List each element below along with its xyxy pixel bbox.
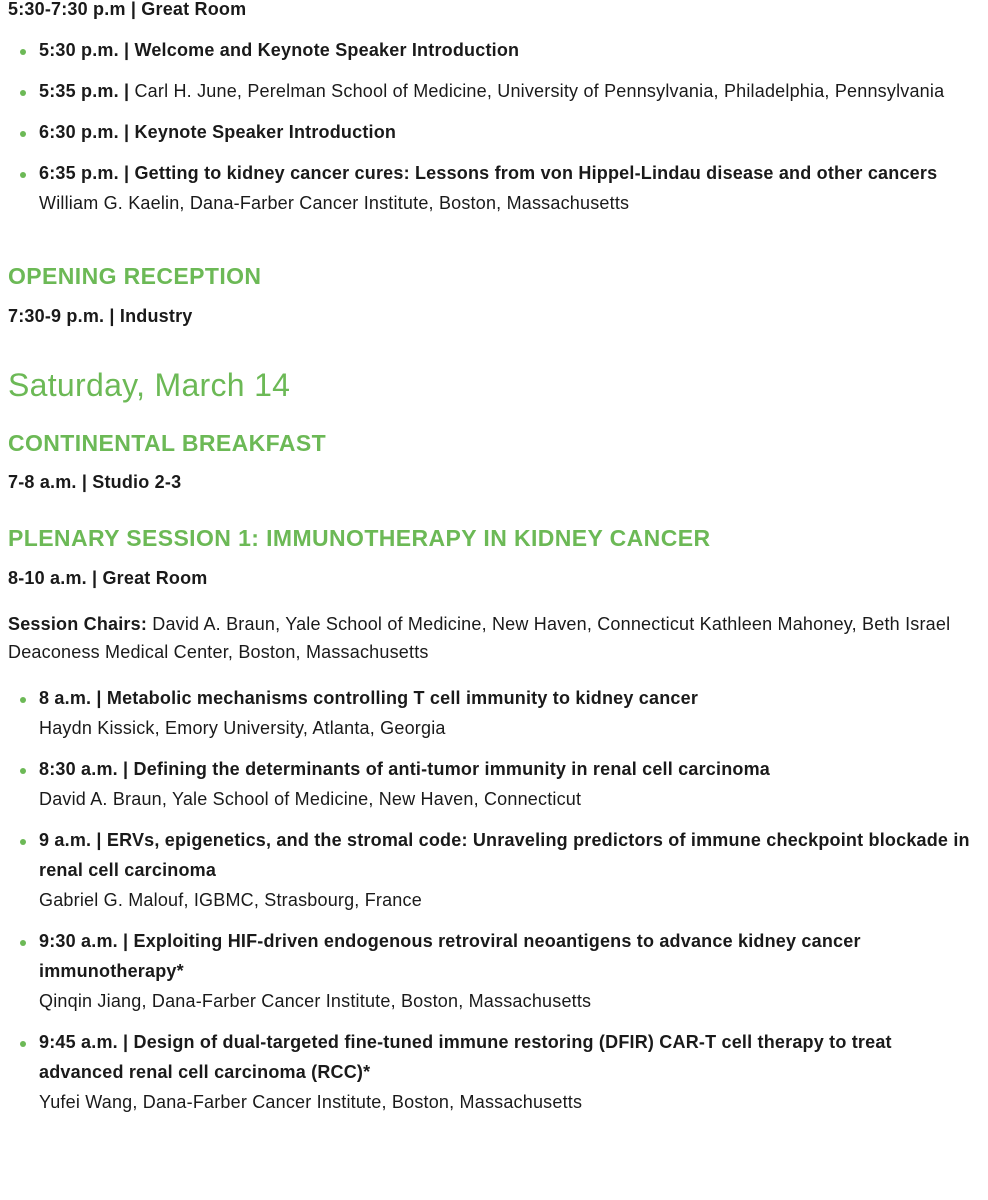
bullet-icon	[20, 697, 26, 703]
agenda-item-title: Design of dual-targeted fine-tuned immune restoring (DFIR) CAR-T cell therapy to treat advanced renal cell carcinoma (RCC)*	[39, 1032, 892, 1082]
bullet-icon	[20, 1041, 26, 1047]
agenda-item-speaker: Yufei Wang, Dana-Farber Cancer Institute, Boston, Massachusetts	[39, 1092, 583, 1112]
agenda-item-title: Defining the determinants of anti-tumor immunity in renal cell carcinoma	[133, 759, 770, 779]
agenda-item-speaker: Haydn Kissick, Emory University, Atlanta, Georgia	[39, 718, 446, 738]
plenary-session-time-location: 8-10 a.m. | Great Room	[8, 568, 208, 588]
plenary-agenda-list	[8, 683, 980, 1117]
agenda-item	[8, 1027, 980, 1117]
agenda-item-time: 8 a.m. |	[39, 688, 102, 708]
agenda-item	[8, 158, 980, 218]
agenda-item-time: 6:30 p.m. |	[39, 122, 130, 142]
agenda-item-speaker: William G. Kaelin, Dana-Farber Cancer Institute, Boston, Massachusetts	[39, 193, 630, 213]
agenda-item	[8, 35, 980, 65]
session-chairs	[8, 610, 980, 666]
agenda-item-time: 9 a.m. |	[39, 830, 102, 850]
agenda-item-speaker: David A. Braun, Yale School of Medicine, New Haven, Connecticut	[39, 789, 582, 809]
agenda-item-title: Getting to kidney cancer cures: Lessons from von Hippel-Lindau disease and other cancers	[134, 163, 938, 183]
agenda-item	[8, 926, 980, 1016]
agenda-item-title: Metabolic mechanisms controlling T cell immunity to kidney cancer	[106, 688, 699, 708]
bullet-icon	[20, 49, 26, 55]
day-heading: Saturday, March 14	[8, 367, 291, 403]
agenda-item-time: 8:30 a.m. |	[39, 759, 129, 779]
bullet-icon	[20, 131, 26, 137]
agenda-item-time: 9:45 a.m. |	[39, 1032, 129, 1052]
agenda-item	[8, 117, 980, 147]
session-chairs-label: Session Chairs:	[8, 614, 148, 634]
agenda-item	[8, 76, 980, 106]
agenda-item-time: 5:35 p.m. |	[39, 81, 130, 101]
agenda-item-title: Welcome and Keynote Speaker Introduction	[134, 40, 520, 60]
agenda-page	[8, 0, 980, 1117]
opening-reception-time-location: 7:30-9 p.m. | Industry	[8, 306, 193, 326]
agenda-item-title: Exploiting HIF-driven endogenous retroviral neoantigens to advance kidney cancer immunotherapy*	[39, 931, 861, 981]
agenda-item	[8, 825, 980, 915]
session-time-location: 5:30-7:30 p.m | Great Room	[8, 0, 247, 19]
bullet-icon	[20, 768, 26, 774]
bullet-icon	[20, 172, 26, 178]
agenda-item-speaker: Gabriel G. Malouf, IGBMC, Strasbourg, France	[39, 890, 422, 910]
agenda-item-time: 9:30 a.m. |	[39, 931, 129, 951]
bullet-icon	[20, 839, 26, 845]
bullet-icon	[20, 940, 26, 946]
session-chairs-text: David A. Braun, Yale School of Medicine, New Haven, Connecticut Kathleen Mahoney, Beth Israel Deaconess Medical Center, Boston, Massachusetts	[8, 614, 951, 662]
agenda-item-time: 6:35 p.m. |	[39, 163, 130, 183]
agenda-list	[8, 35, 980, 218]
agenda-item-title: Keynote Speaker Introduction	[134, 122, 397, 142]
agenda-item-speaker: Carl H. June, Perelman School of Medicine, University of Pennsylvania, Philadelphia, Pennsylvania	[134, 81, 945, 101]
section-title-continental-breakfast: CONTINENTAL BREAKFAST	[8, 430, 327, 456]
continental-breakfast-time-location: 7-8 a.m. | Studio 2-3	[8, 472, 182, 492]
agenda-item-speaker: Qinqin Jiang, Dana-Farber Cancer Institute, Boston, Massachusetts	[39, 991, 592, 1011]
agenda-item	[8, 754, 980, 814]
agenda-item-time: 5:30 p.m. |	[39, 40, 130, 60]
agenda-item	[8, 683, 980, 743]
section-title-opening-reception: OPENING RECEPTION	[8, 263, 262, 289]
section-title-plenary-session-1: PLENARY SESSION 1: IMMUNOTHERAPY IN KIDNEY CANCER	[8, 525, 711, 551]
agenda-item-title: ERVs, epigenetics, and the stromal code: Unraveling predictors of immune checkpoint blockade in renal cell carcinoma	[39, 830, 970, 880]
bullet-icon	[20, 90, 26, 96]
